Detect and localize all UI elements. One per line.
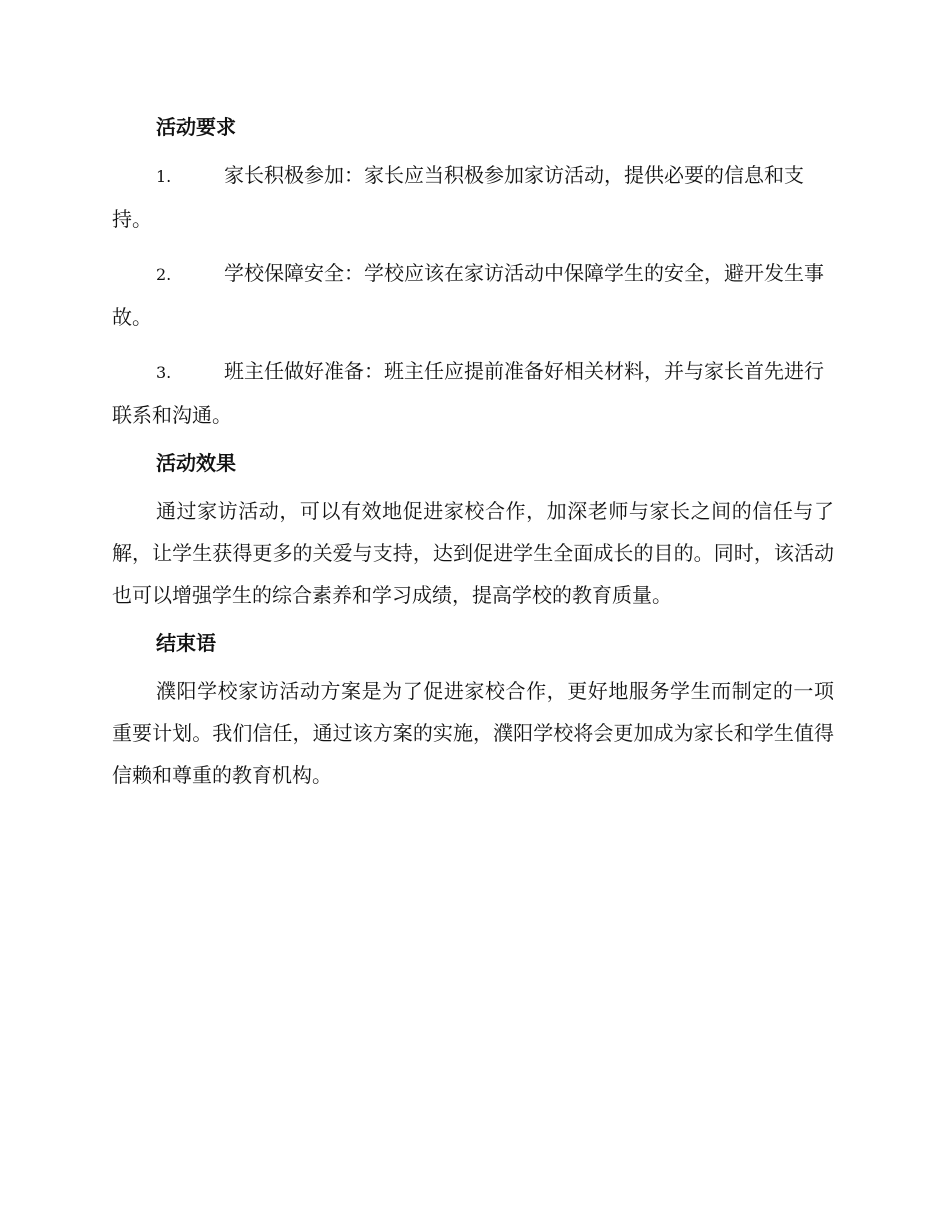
list-item (112, 252, 834, 338)
paragraph-conclusion: 濮阳学校家访活动方案是为了促进家校合作，更好地服务学生而制定的一项重要计划。我们信任，通过该方案的实施，濮阳学校将会更加成为家长和学生值得信赖和尊重的教育机构。 (112, 679, 834, 787)
section-heading-requirements: 活动要求 (156, 115, 236, 139)
list-number: 3. (156, 363, 172, 382)
list-number: 2. (156, 265, 172, 284)
list-item (112, 154, 834, 240)
list-text: 家长积极参加：家长应当积极参加家访活动，提供必要的信息和支持。 (112, 163, 804, 231)
section-heading-effects: 活动效果 (156, 451, 236, 475)
list-text: 班主任做好准备：班主任应提前准备好相关材料，并与家长首先进行联系和沟通。 (112, 359, 824, 427)
list-number: 1. (156, 167, 172, 186)
list-item (112, 350, 834, 436)
document-page (112, 108, 834, 796)
section-heading-conclusion: 结束语 (156, 631, 216, 655)
list-text: 学校保障安全：学校应该在家访活动中保障学生的安全，避开发生事故。 (112, 261, 824, 329)
paragraph-effects: 通过家访活动，可以有效地促进家校合作，加深老师与家长之间的信任与了解，让学生获得更多的关爱与支持，达到促进学生全面成长的目的。同时，该活动也可以增强学生的综合素养和学习成绩，提高学校的教育质量。 (112, 499, 834, 607)
